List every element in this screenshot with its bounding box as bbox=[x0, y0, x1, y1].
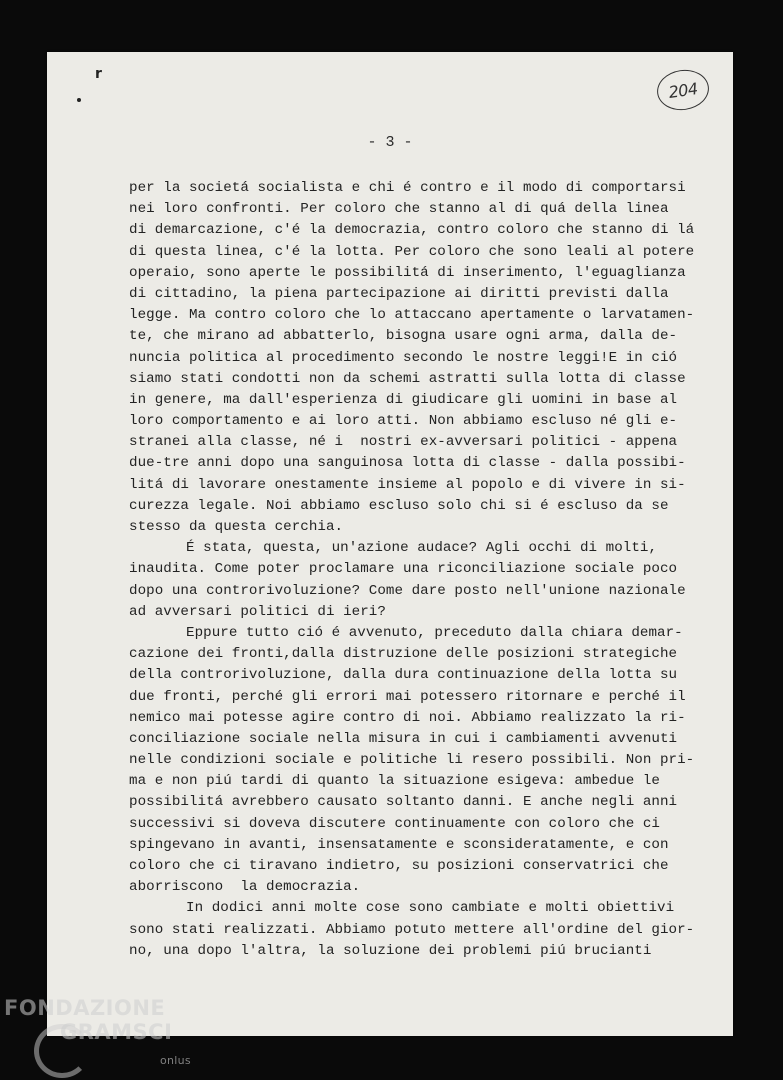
text-line: litá di lavorare onestamente insieme al popolo e di vivere in si- bbox=[129, 476, 686, 493]
text-line: operaio, sono aperte le possibilitá di inserimento, l'eguaglianza bbox=[129, 264, 686, 281]
watermark-subtitle: onlus bbox=[160, 1054, 191, 1067]
text-line: di demarcazione, c'é la democrazia, contro coloro che stanno di lá bbox=[129, 222, 695, 239]
archive-page-stamp: 204 bbox=[654, 67, 711, 114]
body-text bbox=[129, 178, 704, 962]
text-line: no, una dopo l'altra, la soluzione dei problemi piú brucianti bbox=[129, 942, 652, 959]
corner-dot-mark bbox=[77, 98, 81, 102]
text-line: nemico mai potesse agire contro di noi. Abbiamo realizzato la ri- bbox=[129, 709, 686, 726]
fondazione-gramsci-watermark bbox=[4, 996, 191, 1067]
text-line: due fronti, perché gli errori mai potessero ritornare e perché il bbox=[129, 688, 686, 705]
watermark-line-2: GRAMSCI bbox=[60, 1020, 173, 1044]
text-line: per la societá socialista e chi é contro e il modo di comportarsi bbox=[129, 180, 686, 196]
text-line: spingevano in avanti, insensatamente e sconsideratamente, e con bbox=[129, 836, 669, 853]
text-line: É stata, questa, un'azione audace? Agli occhi di molti, bbox=[186, 540, 658, 557]
text-line: aborriscono la democrazia. bbox=[129, 879, 361, 896]
paragraph bbox=[129, 538, 704, 623]
text-line: di questa linea, c'é la lotta. Per coloro che sono leali al potere bbox=[129, 243, 695, 260]
text-line: possibilitá avrebbero causato soltanto danni. E anche negli anni bbox=[129, 794, 678, 811]
text-line: di cittadino, la piena partecipazione ai diritti previsti dalla bbox=[129, 285, 669, 302]
text-line: della controrivoluzione, dalla dura continuazione della lotta su bbox=[129, 667, 678, 684]
text-line: dopo una controrivoluzione? Come dare posto nell'unione nazionale bbox=[129, 582, 686, 599]
paragraph bbox=[129, 623, 704, 898]
corner-pen-mark: r bbox=[95, 66, 102, 82]
text-line: legge. Ma contro coloro che lo attaccano apertamente o larvatamen- bbox=[129, 307, 695, 324]
watermark-g-logo-icon bbox=[34, 1024, 90, 1078]
text-line: stesso da questa cerchia. bbox=[129, 519, 344, 535]
text-line: te, che mirano ad abbatterlo, bisogna usare ogni arma, dalla de- bbox=[129, 328, 678, 345]
paragraph bbox=[129, 898, 704, 962]
text-line: sono stati realizzati. Abbiamo potuto mettere all'ordine del gior- bbox=[129, 921, 695, 938]
text-line: nei loro confronti. Per coloro che stanno al di quá della linea bbox=[129, 201, 669, 218]
paragraph bbox=[129, 178, 704, 538]
text-line: ma e non piú tardi di quanto la situazione esigeva: ambedue le bbox=[129, 773, 660, 790]
text-line: coloro che ci tiravano indietro, su posizioni conservatrici che bbox=[129, 858, 669, 874]
watermark-line-1: FONDAZIONE bbox=[4, 996, 166, 1020]
text-line: successivi si doveva discutere continuamente con coloro che ci bbox=[129, 815, 660, 832]
text-line: inaudita. Come poter proclamare una riconciliazione sociale poco bbox=[129, 561, 678, 578]
text-line: Eppure tutto ció é avvenuto, preceduto dalla chiara demar- bbox=[186, 624, 683, 641]
text-line: ad avversari politici di ieri? bbox=[129, 603, 386, 620]
text-line: due-tre anni dopo una sanguinosa lotta di classe - dalla possibi- bbox=[129, 455, 686, 472]
text-line: stranei alla classe, né i nostri ex-avversari politici - appena bbox=[129, 434, 678, 451]
text-line: conciliazione sociale nella misura in cui i cambiamenti avvenuti bbox=[129, 730, 678, 747]
text-line: siamo stati condotti non da schemi astratti sulla lotta di classe bbox=[129, 370, 686, 387]
text-line: in genere, ma dall'esperienza di giudicare gli uomini in base al bbox=[129, 391, 678, 408]
text-line: cazione dei fronti,dalla distruzione delle posizioni strategiche bbox=[129, 646, 678, 663]
document-page bbox=[47, 52, 733, 1036]
text-line: nuncia politica al procedimento secondo le nostre leggi!E in ció bbox=[129, 349, 678, 366]
text-line: In dodici anni molte cose sono cambiate e molti obiettivi bbox=[186, 900, 675, 917]
text-line: curezza legale. Noi abbiamo escluso solo chi si é escluso da se bbox=[129, 497, 669, 514]
text-line: nelle condizioni sociale e politiche li resero possibili. Non pri- bbox=[129, 752, 695, 769]
text-line: loro comportamento e ai loro atti. Non abbiamo escluso né gli e- bbox=[129, 413, 678, 430]
page-number: - 3 - bbox=[367, 134, 413, 151]
